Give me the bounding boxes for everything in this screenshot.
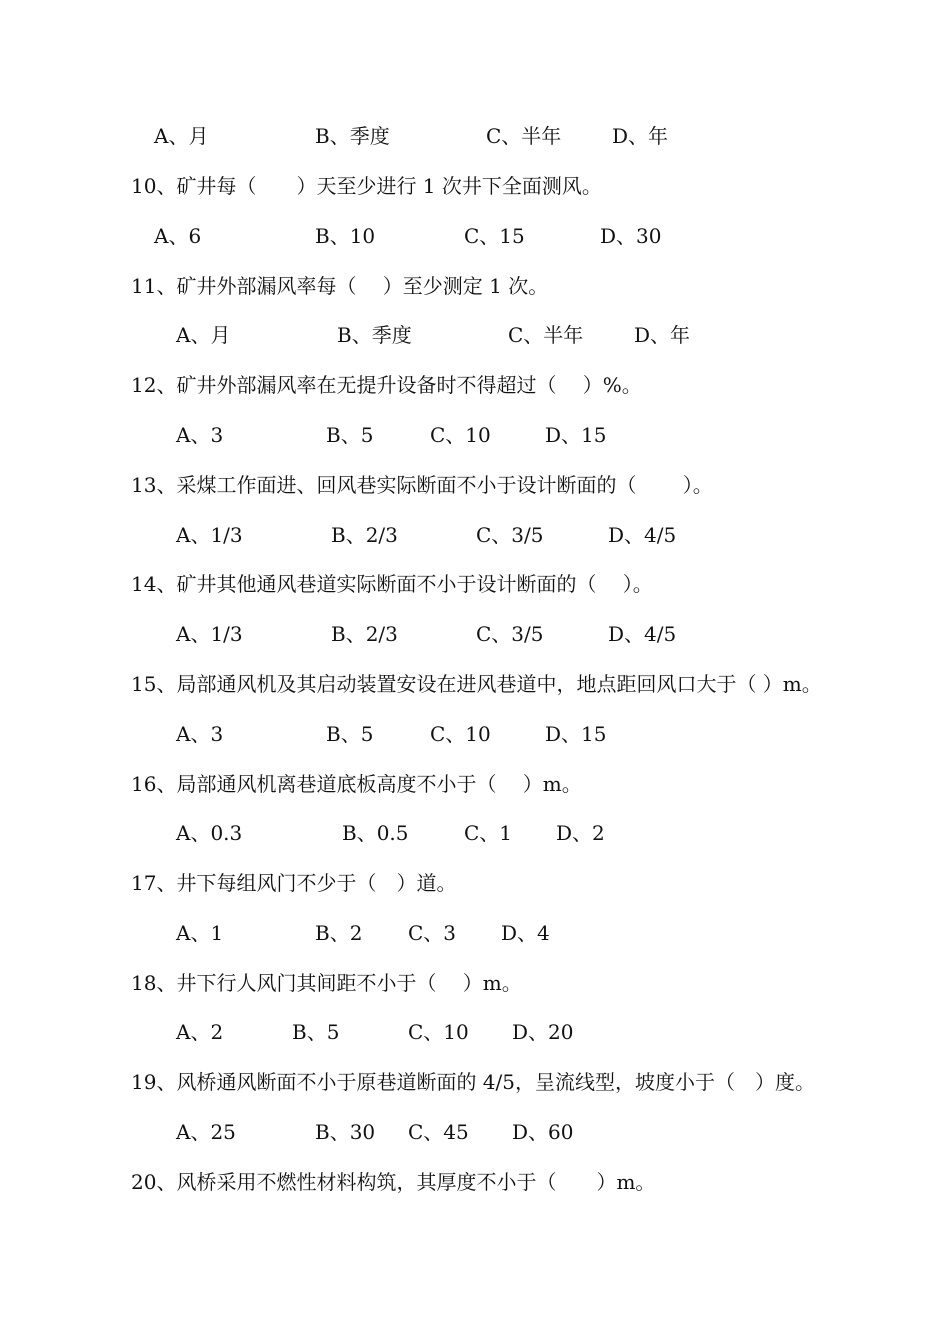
option-d: D、15 bbox=[545, 722, 607, 746]
question-11: 11、矿井外部漏风率每（ ）至少测定 1 次。 bbox=[131, 274, 549, 298]
option-a: A、月 bbox=[176, 323, 231, 347]
option-d: D、年 bbox=[634, 323, 691, 347]
option-a: A、3 bbox=[176, 423, 224, 447]
option-d: D、4 bbox=[501, 921, 550, 945]
option-b: B、5 bbox=[292, 1020, 340, 1044]
option-c: C、15 bbox=[464, 224, 525, 248]
option-a: A、0.3 bbox=[176, 821, 243, 845]
option-c: C、45 bbox=[408, 1120, 469, 1144]
question-13: 13、采煤工作面进、回风巷实际断面不小于设计断面的（ ）。 bbox=[131, 473, 713, 497]
option-c: C、1 bbox=[464, 821, 513, 845]
option-d: D、4/5 bbox=[608, 622, 677, 646]
option-d: D、20 bbox=[512, 1020, 574, 1044]
question-10: 10、矿井每（ ）天至少进行 1 次井下全面测风。 bbox=[131, 174, 602, 198]
option-c: C、10 bbox=[430, 722, 491, 746]
question-18: 18、井下行人风门其间距不小于（ ）m。 bbox=[131, 971, 522, 995]
option-b: B、2/3 bbox=[331, 622, 398, 646]
question-19: 19、风桥通风断面不小于原巷道断面的 4/5，呈流线型，坡度小于（ ）度。 bbox=[131, 1070, 815, 1094]
option-a: A、2 bbox=[176, 1020, 224, 1044]
option-a: A、6 bbox=[154, 224, 202, 248]
option-b: B、2/3 bbox=[331, 523, 398, 547]
option-b: B、0.5 bbox=[342, 821, 409, 845]
option-c: C、3/5 bbox=[476, 523, 544, 547]
option-b: B、10 bbox=[315, 224, 376, 248]
option-b: B、2 bbox=[315, 921, 363, 945]
option-d: D、30 bbox=[600, 224, 662, 248]
option-d: D、4/5 bbox=[608, 523, 677, 547]
option-b: B、5 bbox=[326, 722, 374, 746]
option-d: D、60 bbox=[512, 1120, 574, 1144]
option-d: D、2 bbox=[556, 821, 605, 845]
question-20: 20、风桥采用不燃性材料构筑，其厚度不小于（ ）m。 bbox=[131, 1170, 656, 1194]
option-c: C、3/5 bbox=[476, 622, 544, 646]
option-c: C、半年 bbox=[486, 124, 562, 148]
option-c: C、半年 bbox=[508, 323, 584, 347]
option-a: A、25 bbox=[176, 1120, 236, 1144]
option-c: C、10 bbox=[408, 1020, 469, 1044]
option-a: A、月 bbox=[154, 124, 209, 148]
question-12: 12、矿井外部漏风率在无提升设备时不得超过（ ）%。 bbox=[131, 373, 642, 397]
option-b: B、季度 bbox=[315, 124, 390, 148]
option-a: A、1 bbox=[176, 921, 224, 945]
question-16: 16、局部通风机离巷道底板高度不小于（ ）m。 bbox=[131, 772, 582, 796]
option-c: C、3 bbox=[408, 921, 457, 945]
option-b: B、30 bbox=[315, 1120, 376, 1144]
option-d: D、15 bbox=[545, 423, 607, 447]
option-a: A、1/3 bbox=[176, 523, 243, 547]
question-14: 14、矿井其他通风巷道实际断面不小于设计断面的（ ）。 bbox=[131, 572, 653, 596]
option-d: D、年 bbox=[612, 124, 669, 148]
option-b: B、5 bbox=[326, 423, 374, 447]
option-b: B、季度 bbox=[337, 323, 412, 347]
option-a: A、3 bbox=[176, 722, 224, 746]
question-15: 15、局部通风机及其启动装置安设在进风巷道中，地点距回风口大于（ ）m。 bbox=[131, 672, 822, 696]
question-17: 17、井下每组风门不少于（ ）道。 bbox=[131, 871, 457, 895]
option-a: A、1/3 bbox=[176, 622, 243, 646]
option-c: C、10 bbox=[430, 423, 491, 447]
